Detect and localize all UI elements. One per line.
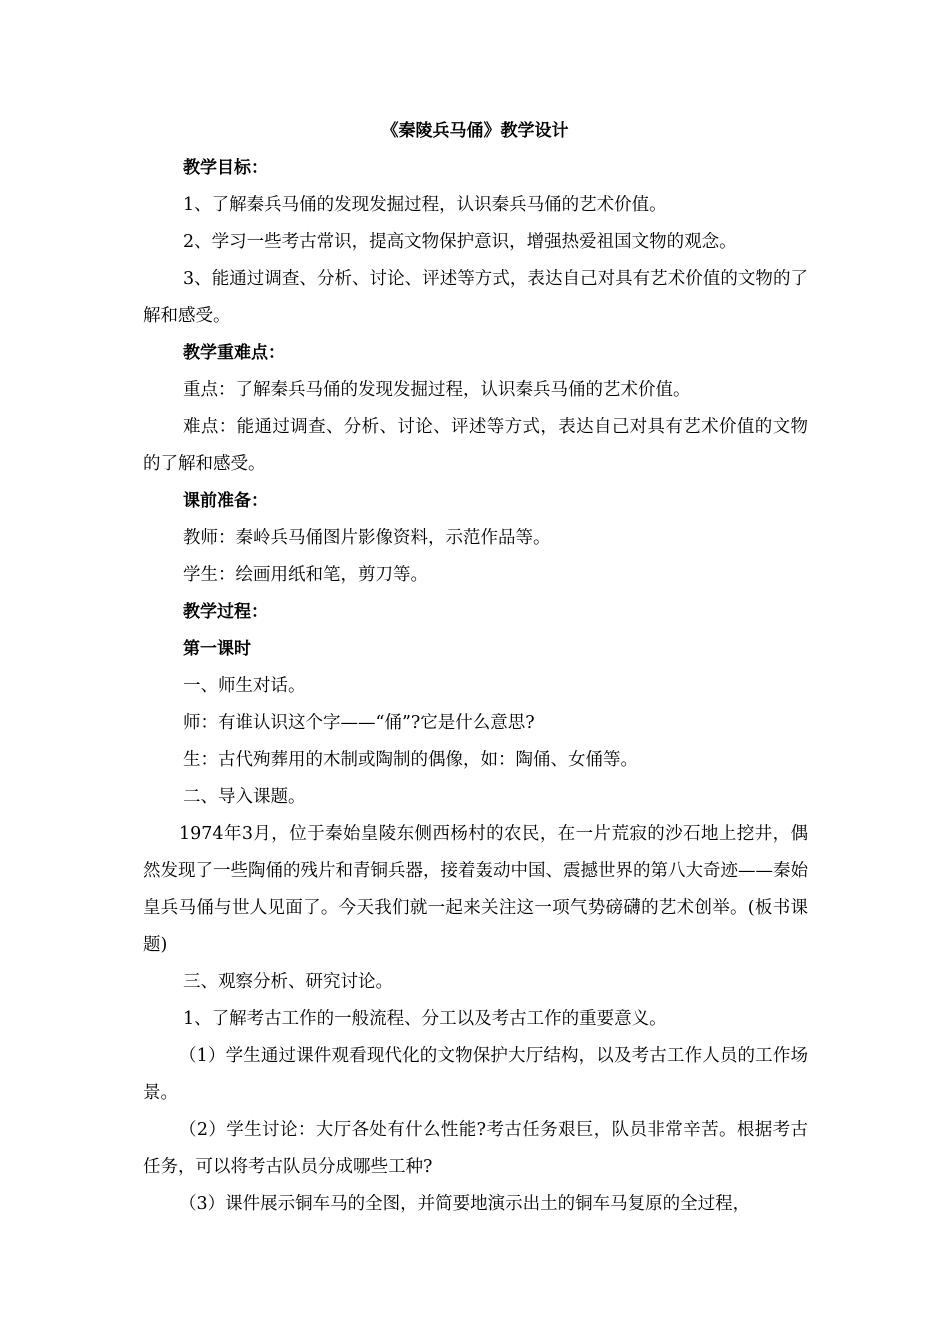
- sub-item-3: （3）课件展示铜车马的全图，并简要地演示出土的铜车马复原的全过程，: [179, 1194, 751, 1214]
- prep-teacher: 教师：秦岭兵马俑图片影像资料，示范作品等。: [183, 528, 551, 548]
- goal-2: 2、学习一些考古常识，提高文物保护意识，增强热爱祖国文物的观念。: [183, 232, 737, 252]
- step-3: 三、观察分析、研究讨论。: [183, 972, 393, 992]
- keypoints-heading: 教学重难点：: [183, 343, 285, 363]
- lesson-heading: 第一课时: [183, 639, 251, 659]
- goal-1: 1、了解秦兵马俑的发现发掘过程，认识秦兵马俑的艺术价值。: [183, 195, 667, 215]
- prep-student: 学生：绘画用纸和笔，剪刀等。: [183, 565, 428, 585]
- document-body: [143, 150, 808, 1223]
- step-1: 一、师生对话。: [183, 676, 306, 696]
- item-1: 1、了解考古工作的一般流程、分工以及考古工作的重要意义。: [183, 1009, 667, 1029]
- goals-heading: 教学目标：: [183, 158, 268, 178]
- process-heading: 教学过程：: [183, 602, 268, 622]
- step-2: 二、导入课题。: [183, 787, 306, 807]
- prep-heading: 课前准备：: [183, 491, 268, 511]
- intro-paragraph: 1974年3月，位于秦始皇陵东侧西杨村的农民，在一片荒寂的沙石地上挖井，偶然发现了一些陶俑的残片和青铜兵器，接着轰动中国、震撼世界的第八大奇迹——秦始皇兵马俑与世人见面了。今天我们就一起来关注这一项气势磅礴的艺术创举。(板书课题): [143, 824, 808, 955]
- sub-item-2: （2）学生讨论：大厅各处有什么性能?考古任务艰巨，队员非常辛苦。根据考古任务，可以将考古队员分成哪些工种?: [143, 1120, 808, 1177]
- dialog-student: 生：古代殉葬用的木制或陶制的偶像，如：陶俑、女俑等。: [183, 750, 638, 770]
- dialog-teacher: 师：有谁认识这个字——“俑”?它是什么意思?: [183, 713, 535, 733]
- document-title: 《秦陵兵马俑》教学设计: [381, 121, 569, 141]
- keypoint-text: 重点：了解秦兵马俑的发现发掘过程，认识秦兵马俑的艺术价值。: [183, 380, 691, 400]
- sub-item-1: （1）学生通过课件观看现代化的文物保护大厅结构，以及考古工作人员的工作场景。: [143, 1046, 808, 1103]
- goal-3: 3、能通过调查、分析、讨论、评述等方式，表达自己对具有艺术价值的文物的了解和感受。: [143, 269, 808, 326]
- difficulty-text: 难点：能通过调查、分析、讨论、评述等方式，表达自己对具有艺术价值的文物的了解和感受。: [143, 417, 808, 474]
